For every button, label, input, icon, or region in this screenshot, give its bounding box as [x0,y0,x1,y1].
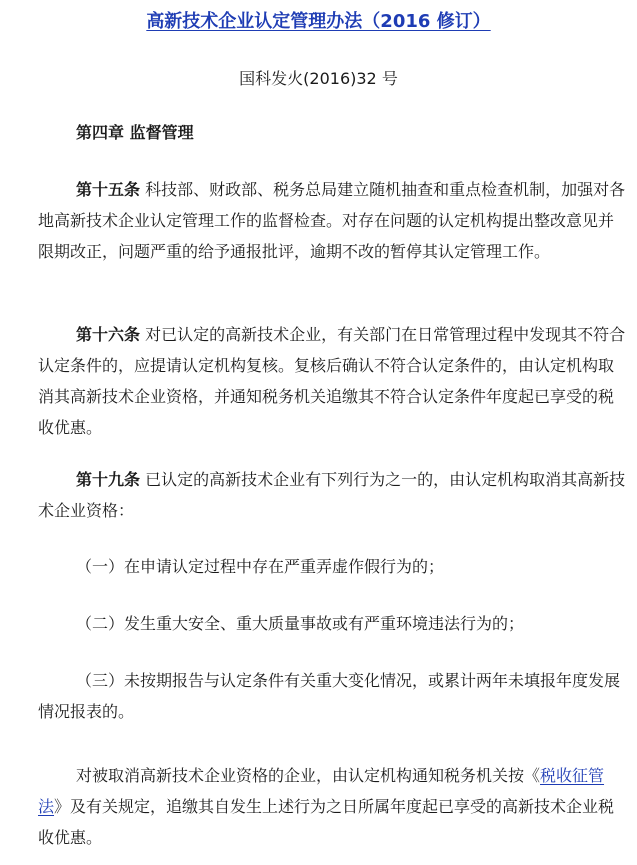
article-15-text: 科技部、财政部、税务总局建立随机抽查和重点检查机制，加强对各地高新技术企业认定管理工作的监督检查。对存在问题的认定机构提出整改意见并限期改正，问题严重的给予通报批评，逾期不改的暂停其认定管理工作。 [38,180,626,261]
closing-text-before: 对被取消高新技术企业资格的企业，由认定机构通知税务机关按《 [76,766,541,785]
article-19-label: 第十九条 [76,470,141,489]
document-title-link[interactable]: 高新技术企业认定管理办法（2016 修订） [146,11,491,32]
list-item-3: （三）未按期报告与认定条件有关重大变化情况，或累计两年未填报年度发展情况报表的。 [38,671,621,721]
list-item-2: （二）发生重大安全、重大质量事故或有严重环境违法行为的； [76,614,525,633]
chapter-heading: 第四章 监督管理 [76,123,194,142]
article-19-text: 已认定的高新技术企业有下列行为之一的，由认定机构取消其高新技术企业资格： [38,470,626,520]
list-item-1: （一）在申请认定过程中存在严重弄虚作假行为的； [76,557,445,576]
document-title [0,8,637,36]
article-15-paragraph [38,174,628,267]
tax-law-link[interactable]: 税收征管法 [38,766,605,816]
closing-paragraph [38,760,628,853]
document-number: 国科发火(2016)32 号 [239,69,398,88]
article-15-label: 第十五条 [76,180,141,199]
article-16-text: 对已认定的高新技术企业，有关部门在日常管理过程中发现其不符合认定条件的，应提请认定机构复核。复核后确认不符合认定条件的，由认定机构取消其高新技术企业资格，并通知税务机关追缴其不符合认定条件年度起已享受的税收优惠。 [38,325,626,437]
closing-text-after: 》及有关规定，追缴其自发生上述行为之日所属年度起已享受的高新技术企业税收优惠。 [38,797,615,847]
article-16-paragraph [38,319,628,443]
article-16-label: 第十六条 [76,325,141,344]
article-19-paragraph [38,464,628,526]
